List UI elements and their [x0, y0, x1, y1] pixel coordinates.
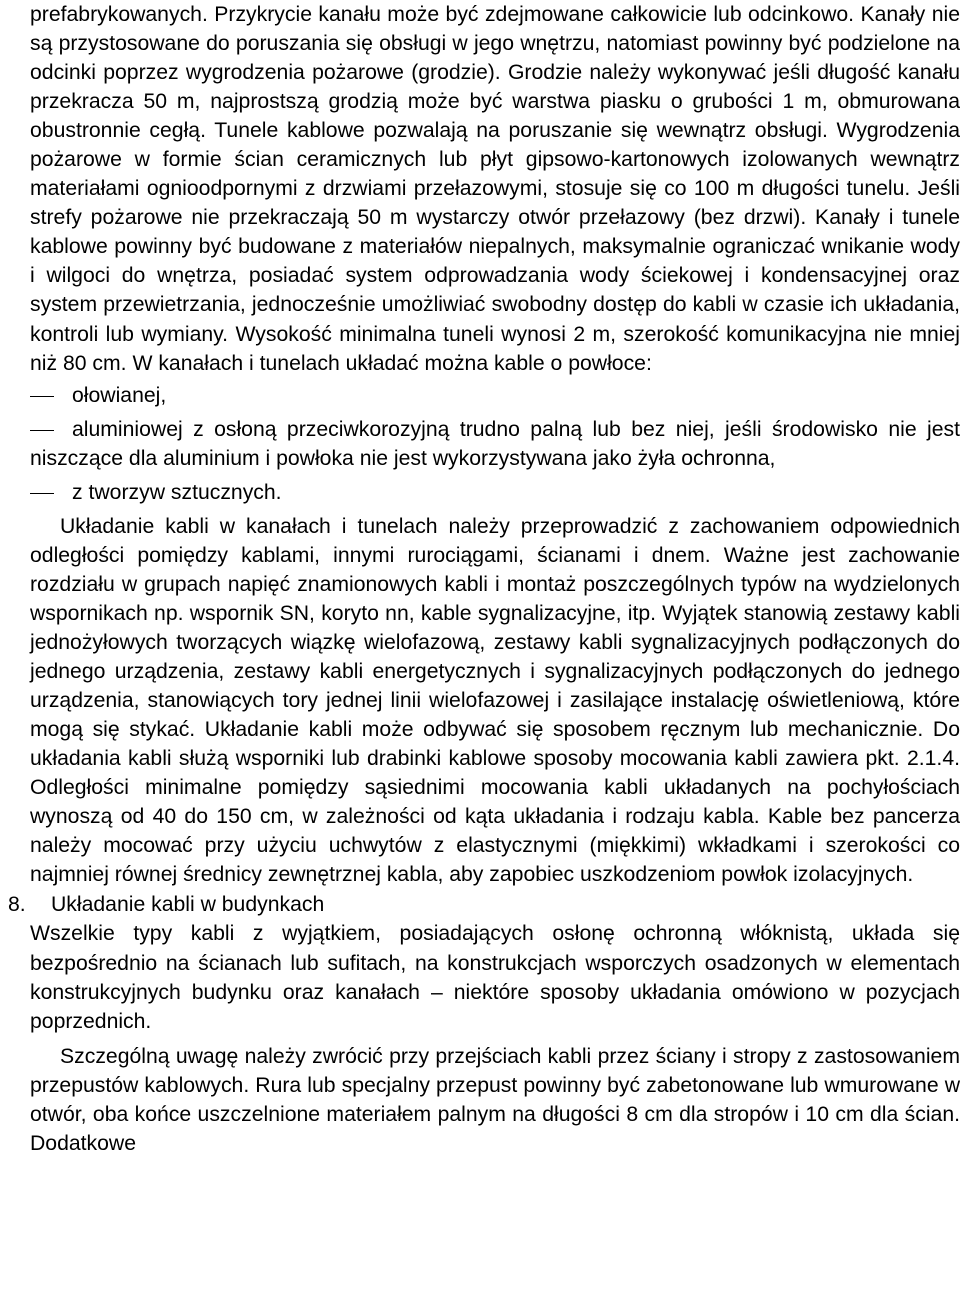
document-page — [8, 0, 960, 1158]
list-item — [30, 415, 960, 473]
list-item — [30, 478, 960, 507]
paragraph-cable-laying: Układanie kabli w kanałach i tunelach należy przeprowadzić z zachowaniem odpowiednich odległości pomiędzy kablami, innymi rurociągami, ścianami i dnem. Ważne jest zachowanie rozdziału w grupach napięć znamionowych kabli i montaż poszczególnych typów na wydzielonych wspornikach np. wspornik SN, koryto nn, kable sygnalizacyjne, itp. Wyjątek stanowią zestawy kabli jednożyłowych tworzących wiązkę wielofazową, zestawy kabli sygnalizacyjnych podłączonych do jednego urządzenia, zestawy kabli energetycznych i sygnalizacyjnych podłączonych do jednego urządzenia, stanowiących tory jednej linii wielofazowej i zasilające instalację oświetleniową, które mogą się stykać. Układanie kabli może odbywać się sposobem ręcznym lub mechanicznie. Do układania kabli służą wsporniki lub drabinki kablowe sposoby mocowania kabli zawiera pkt. 2.1.4. Odległości minimalne pomiędzy sąsiednimi mocowania kabli układanych na pochyłościach wynoszą od 40 do 150 cm, w zależności od kąta układania i rodzaju kabla. Kable bez pancerza należy mocować przy użyciu uchwytów z elastycznymi (miękkimi) wkładkami i szerokości co najmniej równej średnicy zewnętrznej kabla, aby zapobiec uszkodzeniom powłok izolacyjnych. — [30, 514, 960, 887]
paragraph-wall-passages: Szczególną uwagę należy zwrócić przy przejściach kabli przez ściany i stropy z zastosowaniem przepustów kablowych. Rura lub specjalny przepust powinny być zabetonowane lub wmurowane w otwór, oba końce uszczelnione materiałem palnym na długości 8 cm dla stropów i 10 cm dla ścian. Dodatkowe — [30, 1044, 960, 1155]
section-number: 8. — [8, 893, 26, 917]
section-heading — [8, 890, 960, 919]
paragraph-cable-channels: prefabrykowanych. Przykrycie kanału może być zdejmowane całkowicie lub odcinkowo. Kanały nie są przystosowane do poruszania się obsługi w jego wnętrzu, natomiast powinny być podzielone na odcinki poprzez wygrodzenia pożarowe (grodzie). Grodzie należy wykonywać jeśli długość kanału przekracza 50 m, najprostszą grodzią może być warstwa piasku o grubości 1 m, obmurowana obustronnie cegłą. Tunele kablowe pozwalają na poruszanie się wewnątrz obsługi. Wygrodzenia pożarowe w formie ścian ceramicznych lub płyt gipsowo-kartonowych izolowanych wewnątrz materiałami ognioodpornymi z drzwiami przełazowymi, stosuje się co 100 m długości tunelu. Jeśli strefy pożarowe nie przekraczają 50 m wystarczy otwór przełazowy (bez drzwi). Kanały i tunele kablowe powinny być budowane z materiałów niepalnych, maksymalnie ograniczać wnikanie wody i wilgoci do wnętrza, posiadać system odprowadzania wody ściekowej i kondensacyjnej oraz system przewietrzania, jednocześnie umożliwiać swobodny dostęp do kabli w czasie ich układania, kontroli lub wymiany. Wysokość minimalna tuneli wynosi 2 m, szerokość komunikacyjna nie mniej niż 80 cm. W kanałach i tunelach układać można kable o powłoce: — [30, 3, 960, 375]
list-item-text: z tworzyw sztucznych. — [72, 480, 282, 504]
section-title: Układanie kabli w budynkach — [51, 893, 325, 917]
sheath-type-list — [30, 381, 960, 507]
list-item — [30, 381, 960, 410]
list-item-text: ołowianej, — [72, 383, 167, 407]
paragraph-buildings: Wszelkie typy kabli z wyjątkiem, posiadających osłonę ochronną włóknistą, układa się bezpośrednio na ścianach lub sufitach, na konstrukcjach wsporczych osadzonych w elementach konstrukcyjnych budynku oraz kanałach – niektóre sposoby układania omówiono w pozycjach poprzednich. — [30, 922, 960, 1033]
list-item-text: aluminiowej z osłoną przeciwkorozyjną trudno palną lub bez niej, jeśli środowisko nie jest niszczące dla aluminium i powłoka nie jest wykorzystywana jako żyła ochronna, — [30, 417, 960, 470]
